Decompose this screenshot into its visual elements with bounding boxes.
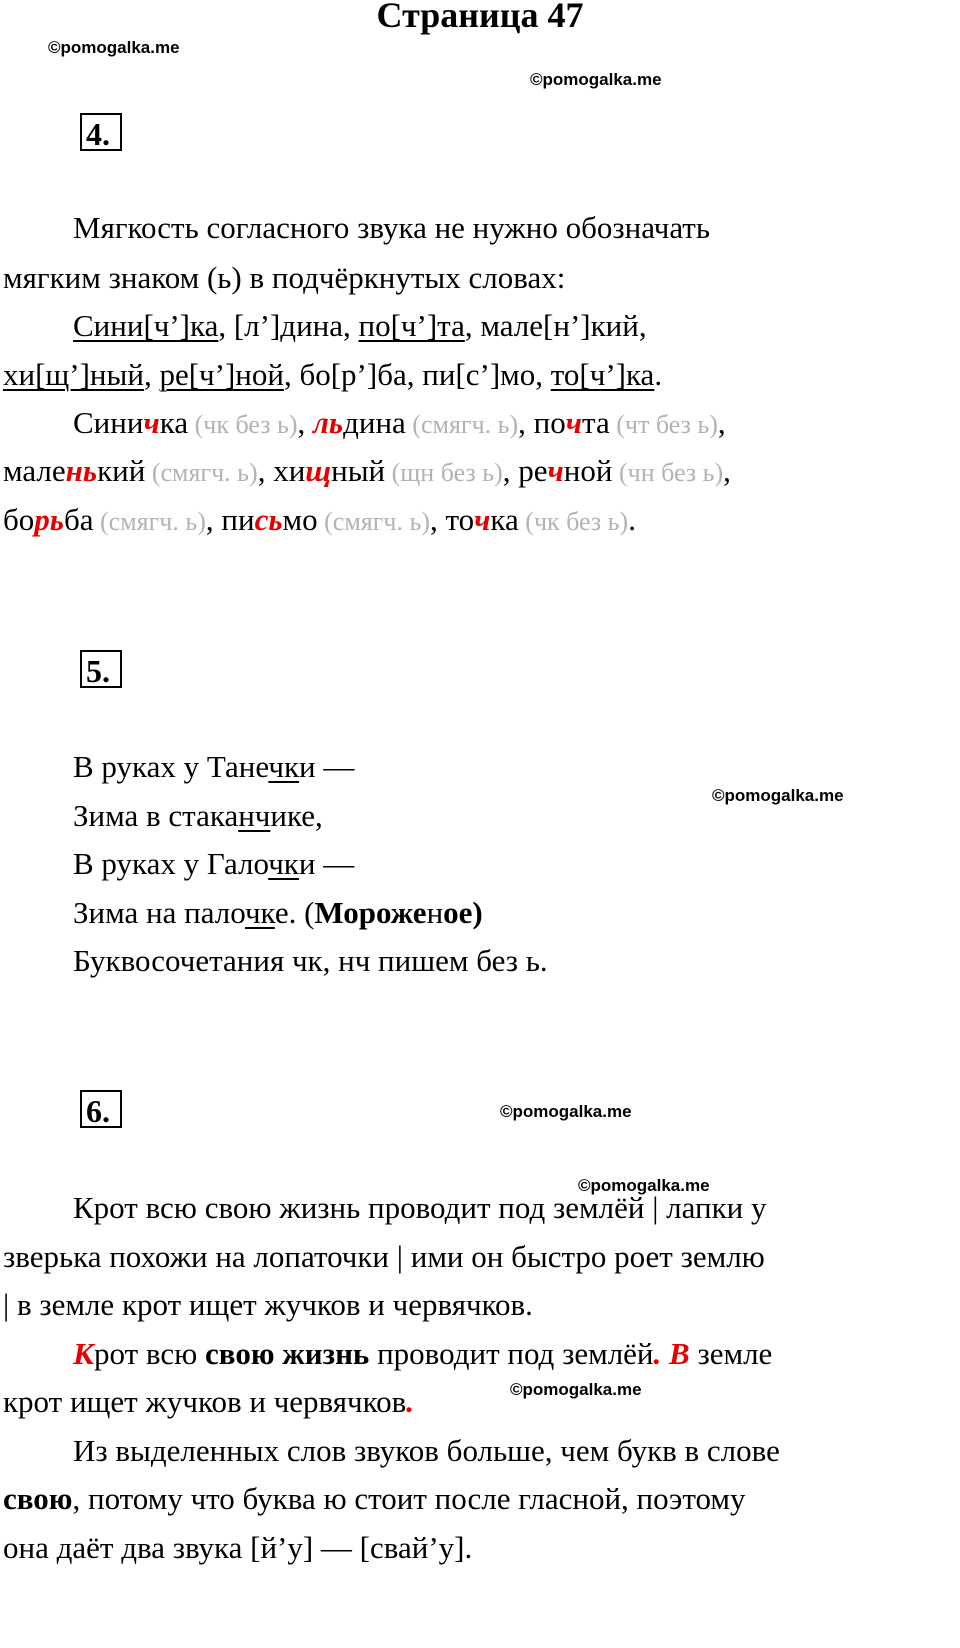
highlighted-letter: сь — [254, 502, 283, 537]
poem-line: В руках у Танечки — — [73, 749, 355, 784]
underlined-letters: чк — [268, 749, 300, 784]
bold-words: свою жизнь — [205, 1336, 370, 1371]
text-line: зверька похожи на лопаточки | ими он быстро роет землю — [3, 1239, 765, 1274]
poem-line: В руках у Галочки — — [73, 846, 355, 881]
text-line: она даёт два звука [й’у] — [свай’у]. — [3, 1530, 473, 1565]
capital-letter: В — [669, 1336, 690, 1371]
underlined-word: то[ч’]ка — [550, 357, 655, 392]
underlined-letters: чк — [268, 846, 299, 881]
answer-line: Синичка (чк без ь), льдина (смягч. ь), почта (чт без ь), — [73, 405, 726, 440]
note: (смягч. ь) — [317, 507, 430, 536]
note: (смягч. ь) — [93, 507, 206, 536]
red-period: . — [406, 1384, 414, 1419]
highlighted-letter: щ — [305, 453, 332, 488]
red-period: . — [653, 1336, 662, 1371]
exercise-number: 4. — [80, 113, 122, 151]
bold-word: свою — [3, 1481, 73, 1516]
text-line: | в земле крот ищет жучков и червячков. — [3, 1287, 533, 1322]
watermark: ©pomogalka.me — [578, 1176, 710, 1195]
watermark: ©pomogalka.me — [48, 38, 180, 57]
exercise-number: 5. — [80, 650, 122, 688]
text-line: Из выделенных слов звуков больше, чем букв в слове — [73, 1433, 780, 1468]
note: (чк без ь) — [188, 410, 298, 439]
watermark: ©pomogalka.me — [712, 786, 844, 805]
note: (щн без ь) — [385, 458, 503, 487]
note: (смягч. ь) — [145, 458, 258, 487]
note: (смягч. ь) — [405, 410, 519, 439]
underlined-letters: нч — [238, 798, 271, 833]
highlighted-letter: рь — [34, 502, 64, 537]
note: (чк без ь) — [518, 507, 629, 536]
text-line: свою, потому что буква ю стоит после гласной, поэтому — [3, 1481, 746, 1516]
underlined-word: Сини[ч’]ка — [73, 308, 219, 343]
highlighted-letter: ч — [474, 502, 491, 537]
highlighted-letter: ль — [313, 405, 344, 440]
answer-line: крот ищет жучков и червячков. — [3, 1384, 414, 1419]
underlined-letters: чк — [244, 895, 275, 930]
highlighted-letter: ч — [143, 405, 160, 440]
highlighted-letter: нь — [65, 453, 98, 488]
underlined-word: хи[щ’]ный — [3, 357, 144, 392]
underlined-word: ре[ч’]ной — [159, 357, 284, 392]
poem-line: Зима в стаканчике, — [73, 798, 323, 833]
page-title: Страница 47 — [376, 0, 584, 35]
text-line: мягким знаком (ь) в подчёркнутых словах: — [3, 260, 566, 295]
text-line: Сини[ч’]ка, [л’]дина, по[ч’]та, мале[н’]кий, — [73, 308, 647, 343]
answer-line: Крот всю свою жизнь проводит под землёй. В земле — [73, 1336, 773, 1371]
exercise-number: 6. — [80, 1090, 122, 1128]
text-line: Буквосочетания чк, нч пишем без ь. — [73, 943, 548, 978]
note: (чт без ь) — [609, 410, 718, 439]
answer-line: маленький (смягч. ь), хищный (щн без ь), речной (чн без ь), — [3, 453, 731, 488]
highlighted-letter: ч — [565, 405, 583, 440]
underlined-word: по[ч’]та — [358, 308, 465, 343]
text-line: Мягкость согласного звука не нужно обозначать — [73, 210, 710, 245]
note: (чн без ь) — [612, 458, 724, 487]
capital-letter: К — [73, 1336, 95, 1371]
poem-line: Зима на палочке. (Мороженое) — [73, 895, 483, 930]
answer-line: борьба (смягч. ь), письмо (смягч. ь), точка (чк без ь). — [3, 502, 636, 537]
watermark: ©pomogalka.me — [530, 70, 662, 89]
text-line: хи[щ’]ный, ре[ч’]ной, бо[р’]ба, пи[с’]мо, то[ч’]ка. — [3, 357, 663, 392]
watermark: ©pomogalka.me — [510, 1380, 642, 1399]
watermark: ©pomogalka.me — [500, 1102, 632, 1121]
highlighted-letter: ч — [547, 453, 564, 488]
bold-word: Мороже — [314, 895, 427, 930]
text-line: Крот всю свою жизнь проводит под землёй | лапки у — [73, 1190, 767, 1225]
